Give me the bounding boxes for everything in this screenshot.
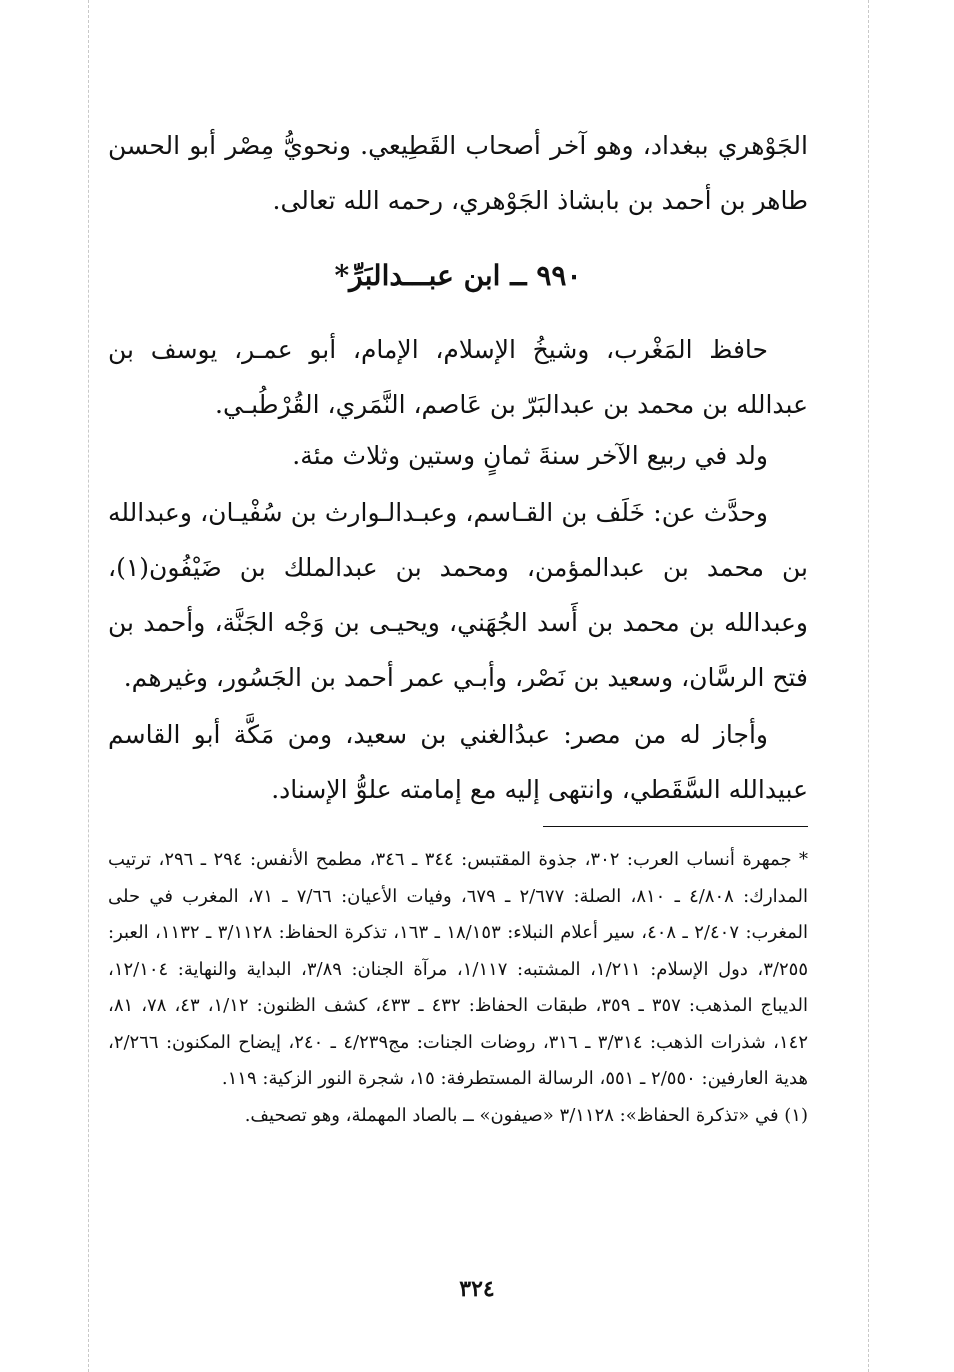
paragraph-birth: ولد في ربيع الآخر سنةَ ثمانٍ وستين وثلاث مئة. — [292, 441, 768, 470]
footnote-1: (١) في «تذكرة الحفاظ»: ٣/١١٢٨ «صيفون» ــ بالصاد المهملة، وهو تصحيف. — [244, 1104, 808, 1126]
entry-heading: ٩٩٠ ــ ابن عبـــدالبَرِّ* — [334, 259, 582, 292]
intro-paragraph: الجَوْهري ببغداد، وهو آخر أصحاب القَطِيعي. ونحويُّ مِصْر أبو الحسن طاهر بن أحمد بن بابشاذ الجَوْهري، رحمه الله تعالى. — [108, 131, 808, 215]
entry-body — [108, 322, 808, 817]
paragraph-name: حافظ المَغْرب، وشيخُ الإسلام، الإمام، أبو عمـر، يوسف بن عبدالله بن محمد بن عبدالبَرّ بن عَاصم، النَّمَري، القُرْطُبـي. — [108, 335, 808, 419]
footnote-divider — [543, 826, 808, 827]
footnote-sources: * جمهرة أنساب العرب: ٣٠٢، جذوة المقتبس: ٣٤٤ ـ ٣٤٦، مطمح الأنفس: ٢٩٤ ـ ٢٩٦، ترتيب المدارك: ٤/٨٠٨ ـ ٨١٠، الصلة: ٢/٦٧٧ ـ ٦٧٩، وفيات الأعيان: ٧/٦٦ ـ ٧١، المغرب في حلى المغرب: ٢/٤٠٧ ـ ٤٠٨، سير أعلام النبلاء: ١٨/١٥٣ ـ ١٦٣، تذكرة الحفاظ: ٣/١١٢٨ ـ ١١٣٢، العبر: ٣/٢٥٥، دول الإسلام: ١/٢١١، المشتبه: ١/١١٧، مرآة الجنان: ٣/٨٩، البداية والنهاية: ١٢/١٠٤، الديباج المذهب: ٣٥٧ ـ ٣٥٩، طبقات الحفاظ: ٤٣٢ ـ ٤٣٣، كشف الظنون: ١/١٢، ٤٣، ٧٨، ٨١، ١٤٢، شذرات الذهب: ٣/٣١٤ ـ ٣١٦، روضات الجنات: مج٤/٢٣٩ ـ ٢٤٠، إيضاح المكنون: ٢/٢٦٦، هدية العارفين: ٢/٥٥٠ ـ ٥٥١، الرسالة المستطرفة: ١٥، شجرة النور الزكية: ١١٩. — [108, 849, 809, 1089]
intro-block — [108, 118, 808, 228]
scan-margin-line-right — [868, 0, 869, 1372]
paragraph-teachers: وحدَّث عن: خَلَف بن القـاسم، وعبـدالـوارث بن سُفْيـان، وعبدالله بن محمد بن عبدالمؤمن، ومحمد بن عبدالملك بن ضَيْفُون(١)، وعبدالله بن محمد بن أَسد الجُهَني، ويحيـى بن وَجْه الجَنَّة، وأحمد بن فتح الرسَّان، وسعيد بن نَصْر، وأبـي عمر أحمد بن الجَسُور، وغيرهم. — [108, 498, 808, 692]
paragraph-ijaza: وأجاز له من مصر: عبدُالغني بن سعيد، ومن مَكَّة أبو القاسم عبيدالله السَّقَطي، وانتهى إليه مع إمامته علوُّ الإسناد. — [108, 720, 808, 804]
page-number: ٣٢٤ — [459, 1276, 495, 1302]
footnotes-block — [108, 842, 808, 1134]
scan-margin-line-left — [88, 0, 89, 1372]
